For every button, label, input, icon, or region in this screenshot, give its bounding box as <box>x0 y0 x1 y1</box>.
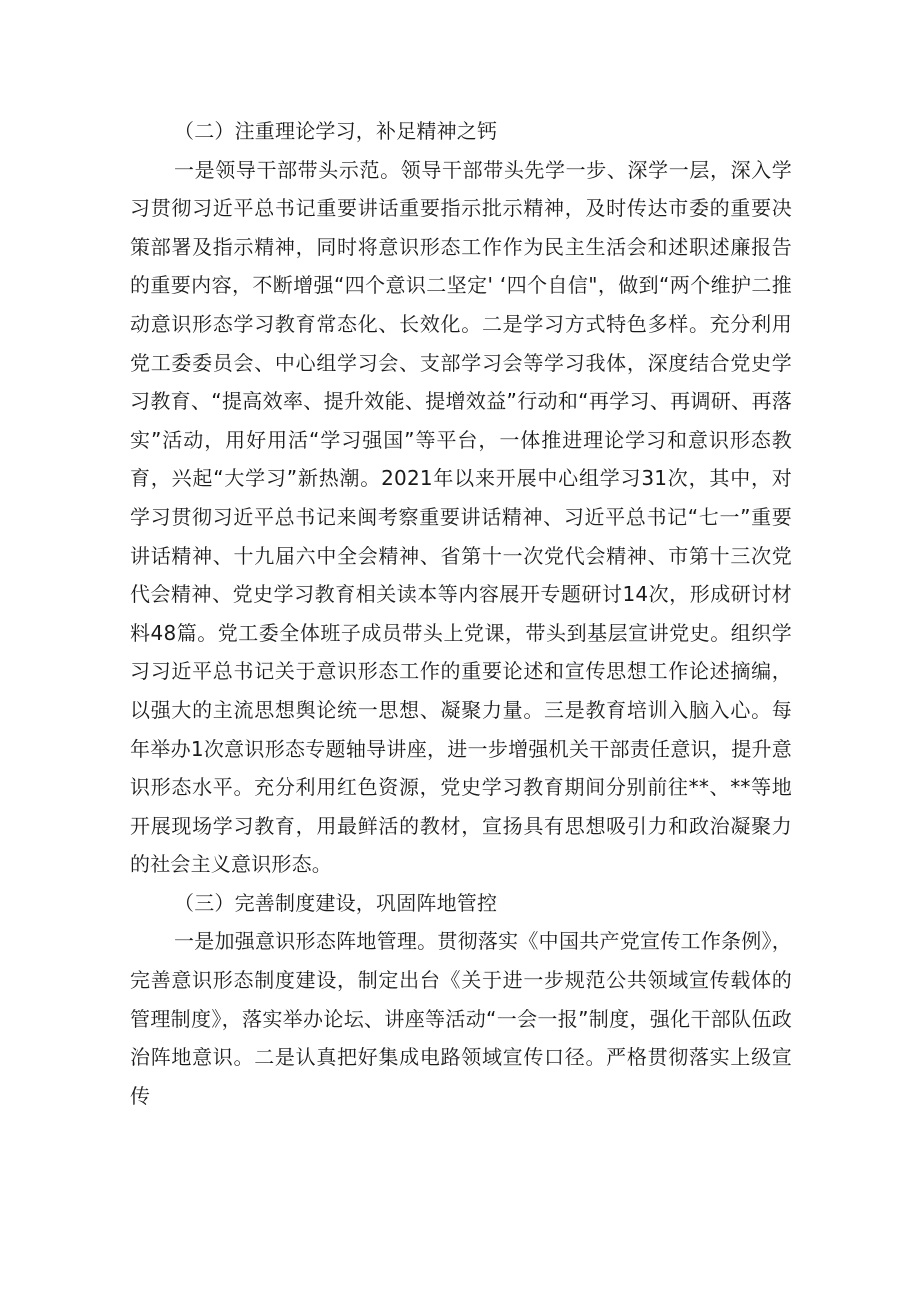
section-2-heading: （二）注重理论学习，补足精神之钙 <box>174 119 498 143</box>
section-3-paragraph: 一是加强意识形态阵地管理。贯彻落实《中国共产党宣传工作条例》，完善意识形态制度建设，制定出台《关于进一步规范公共领域宣传载体的管理制度》，落实举办论坛、讲座等活动“一会一报”制度，强化干部队伍政治阵地意识。二是认真把好集成电路领域宣传口径。严格贯彻落实上级宣传 <box>130 929 792 1108</box>
section-3-heading: （三）完善制度建设，巩固阵地管控 <box>174 890 498 915</box>
document-body <box>130 112 792 1115</box>
section-2-paragraph: 一是领导干部带头示范。领导干部带头先学一步、深学一层，深入学习贯彻习近平总书记重要讲话重要指示批示精神，及时传达市委的重要决策部署及指示精神，同时将意识形态工作作为民主生活会和述职述廉报告的重要内容，不断增强“四个意识二坚定' ‘四个自信"，做到“两个维护二推动意识形态学习教育常态化、长效化。二是学习方式特色多样。充分利用党工委委员会、中心组学习会、支部学习会等学习我体，深度结合党史学习教育、“提高效率、提升效能、提增效益”行动和“再学习、再调研、再落实”活动，用好用活“学习强国”等平台，一体推进理论学习和意识形态教育，兴起“大学习”新热潮。2021年以来开展中心组学习31次，其中，对学习贯彻习近平总书记来闽考察重要讲话精神、习近平总书记“七一”重要讲话精神、十九届六中全会精神、省第十一次党代会精神、市第十三次党代会精神、党史学习教育相关读本等内容展开专题研讨14次，形成研讨材料48篇。党工委全体班子成员带头上党课，带头到基层宣讲党史。组织学习习近平总书记关于意识形态工作的重要论述和宣传思想工作论述摘编，以强大的主流思想舆论统一思想、凝聚力量。三是教育培训入脑入心。每年举办1次意识形态专题轴导讲座，进一步增强机关干部责任意识，提升意识形态水平。充分利用红色资源，党史学习教育期间分别前往**、**等地开展现场学习教育，用最鲜活的教材，宣扬具有思想吸引力和政治凝聚力的社会主义意识形态。 <box>130 157 792 877</box>
